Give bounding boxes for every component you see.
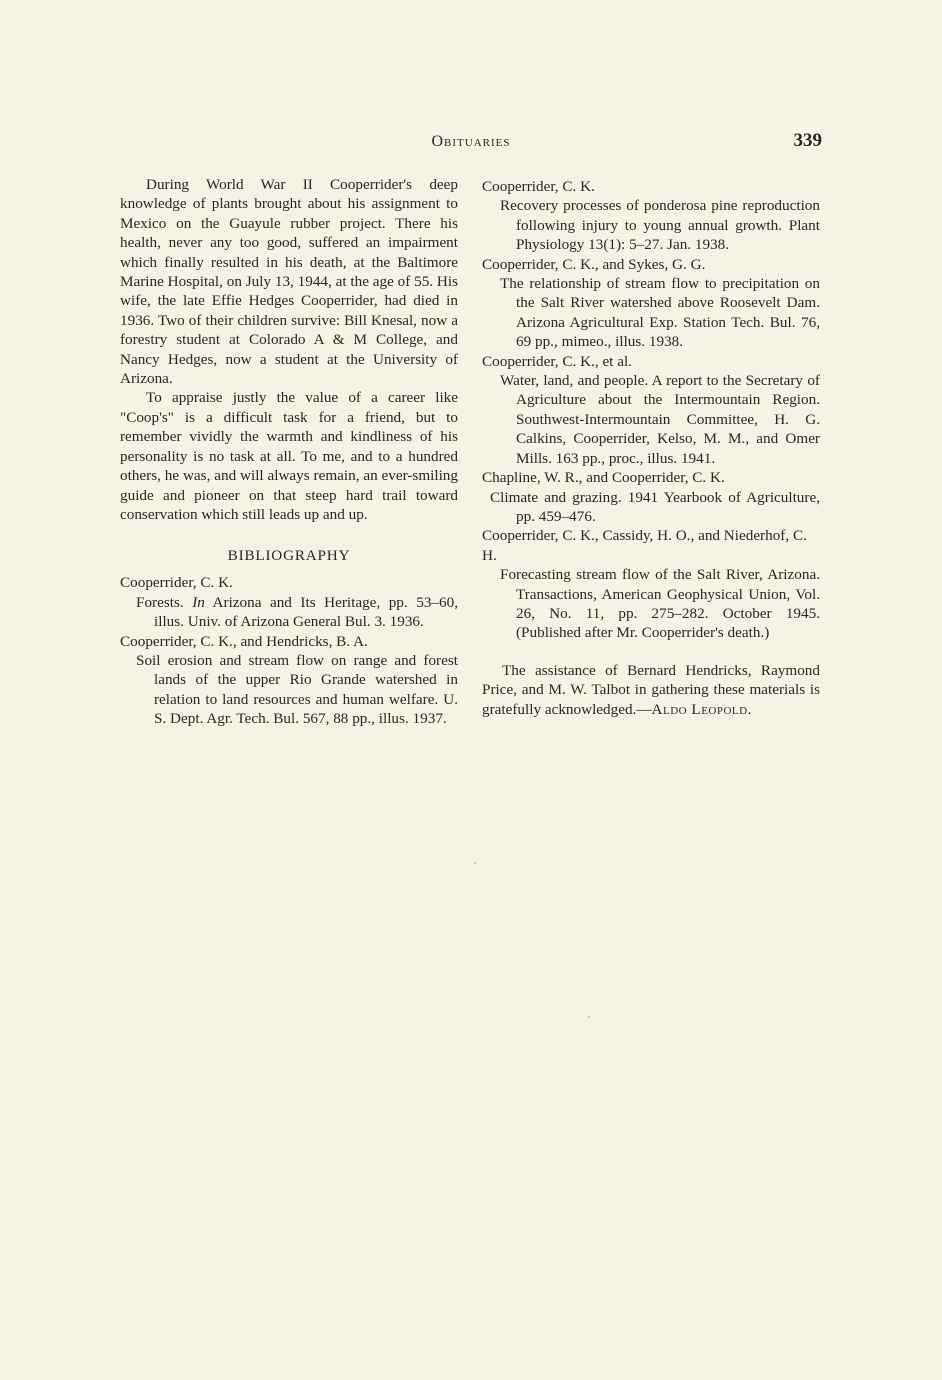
obituary-paragraph: During World War II Cooperrider's deep knowledge of plants brought about his assignment to Mexico on the Guayule rubber project. There his health, never any too good, suffered an impairment which finally resulted in his death, at the Baltimore Marine Hospital, on July 13, 1944, at the age of 55. His wife, the late Effie Hedges Cooperrider, had died in 1936. Two of their children survive: Bill Knesal, now a forestry student at Colorado A & M College, and Nancy Hedges, now a student at the University of Arizona. [120, 176, 458, 388]
running-head [120, 130, 822, 156]
obituary-paragraph: To appraise justly the value of a career like "Coop's" is a difficult task for a friend, but to remember vividly the warmth and kindliness of his personality is no task at all. To me, and to a hundred others, he was, and will always remain, an ever-smiling guide and pioneer on that steep hard trail toward conservation which still leads up and up. [120, 389, 458, 523]
entry-author: Chapline, W. R., and Cooperrider, C. K. [482, 469, 725, 487]
entry-citation [120, 593, 458, 632]
entry-author: Cooperrider, C. K., Cassidy, H. O., and Niederhof, C. H. [482, 527, 807, 564]
entry-citation: Climate and grazing. 1941 Yearbook of Agriculture, pp. 459–476. [490, 488, 820, 525]
bibliography-entry [482, 526, 820, 642]
right-column [482, 177, 820, 719]
entry-citation: Water, land, and people. A report to the Secretary of Agriculture about the Intermountain Region. Southwest-Intermountain Committee, H. G. Calkins, Cooperrider, Kelso, M. M., and Omer Mills. 163 pp., proc., illus. 1941. [500, 372, 820, 467]
bibliography-entry [482, 352, 820, 468]
author-signature: Aldo Leopold. [651, 700, 752, 718]
entry-author: Cooperrider, C. K., and Hendricks, B. A. [120, 632, 368, 650]
entry-title: Forests. [136, 593, 193, 611]
page-number: 339 [793, 130, 822, 151]
bibliography-entry [482, 468, 820, 526]
entry-author: Cooperrider, C. K. [482, 178, 595, 195]
entry-citation: Soil erosion and stream flow on range and forest lands of the upper Rio Grande watershed in relation to land resources and human welfare. U. S. Dept. Agr. Tech. Bul. 567, 88 pp., illus. 1937. [136, 651, 458, 728]
running-head-title: Obituaries [431, 133, 511, 150]
bibliography-entry [482, 255, 820, 352]
paper-speck [588, 1016, 590, 1018]
acknowledgment-text: The assistance of Bernard Hendricks, Raymond Price, and M. W. Talbot in gathering these materials is gratefully acknowledged.— [482, 661, 820, 718]
entry-citation: Recovery processes of ponderosa pine reproduction following injury to young annual growth. Plant Physiology 13(1): 5–27. Jan. 1938. [500, 197, 820, 254]
paper-speck [474, 862, 476, 864]
acknowledgment [482, 661, 820, 719]
left-column [120, 175, 458, 729]
bibliography-entry [120, 573, 458, 631]
bibliography-heading: BIBLIOGRAPHY [227, 547, 351, 565]
bibliography-entry [482, 177, 820, 255]
entry-text: Arizona and Its Heritage, pp. 53–60, illus. Univ. of Arizona General Bul. 3. 1936. [154, 593, 458, 631]
entry-citation: Forecasting stream flow of the Salt River, Arizona. Transactions, American Geophysical Union, Vol. 26, No. 11, pp. 275–282. October 1945. (Published after Mr. Cooperrider's death.) [500, 566, 820, 642]
entry-italic: In [192, 593, 205, 611]
entry-author: Cooperrider, C. K., and Sykes, G. G. [482, 255, 706, 273]
entry-citation: The relationship of stream flow to precipitation on the Salt River watershed above Roosevelt Dam. Arizona Agricultural Exp. Station Tech. Bul. 76, 69 pp., mimeo., illus. 1938. [500, 275, 820, 351]
bibliography-entry [120, 632, 458, 729]
entry-author: Cooperrider, C. K. [120, 574, 233, 592]
entry-author: Cooperrider, C. K., et al. [482, 352, 632, 370]
